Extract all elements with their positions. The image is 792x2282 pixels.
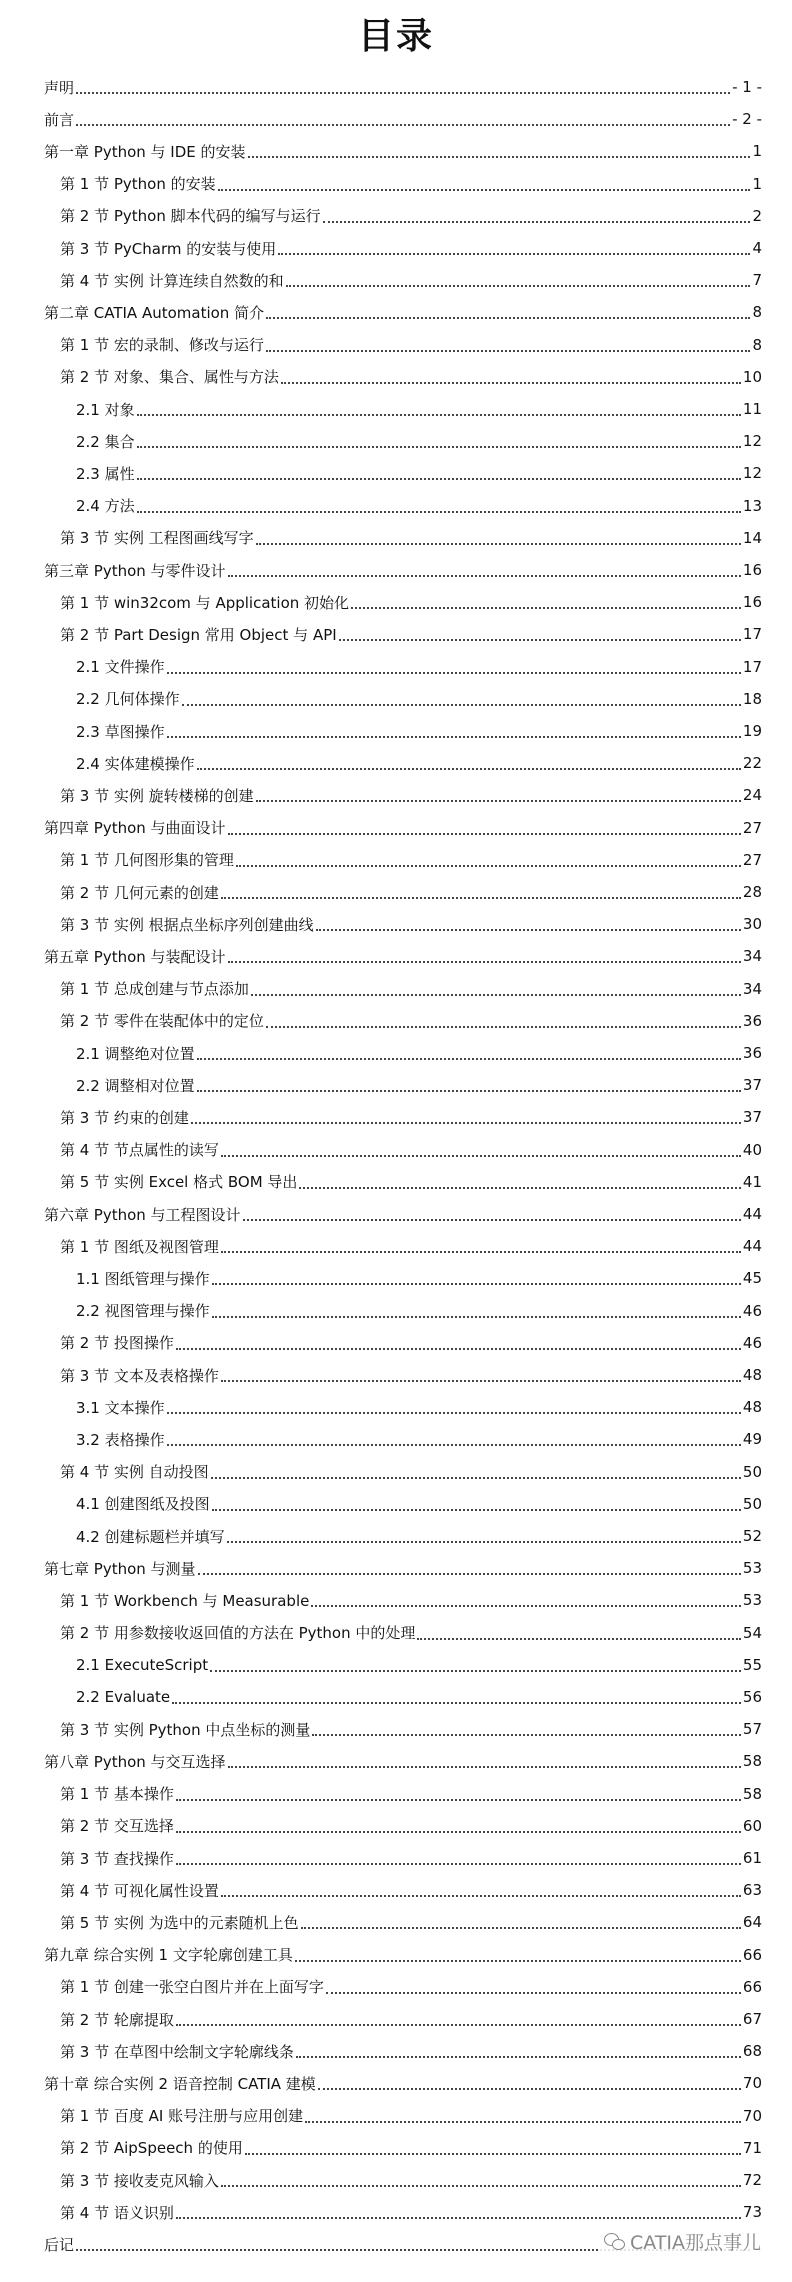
toc-page-number: 53: [742, 1559, 762, 1578]
toc-entry-label: 第 1 节 总成创建与节点添加: [60, 980, 249, 999]
toc-subsection[interactable]: [76, 393, 762, 425]
toc-subsection[interactable]: [76, 1423, 762, 1455]
leader-dots: [266, 1026, 741, 1028]
toc-subsection[interactable]: [76, 1681, 762, 1713]
toc-entry-label: 第 1 节 百度 AI 账号注册与应用创建: [60, 2107, 304, 2126]
toc-section[interactable]: [60, 1327, 762, 1359]
toc-entry-label: 第一章 Python 与 IDE 的安装: [44, 142, 246, 161]
toc-section[interactable]: [60, 973, 762, 1005]
leader-dots: [197, 1090, 741, 1092]
toc-entry-label: 第 4 节 可视化属性设置: [60, 1881, 219, 1900]
toc-page-number: 44: [742, 1205, 762, 1223]
toc-page-number: 73: [742, 2203, 762, 2222]
toc-chapter[interactable]: [44, 103, 762, 135]
toc-page-number: 53: [742, 1591, 762, 1610]
toc-page-number: 10: [742, 367, 762, 386]
toc-page-number: 27: [742, 850, 762, 869]
toc-page-number: 48: [742, 1398, 762, 1417]
toc-page-number: 28: [742, 883, 762, 901]
toc-page-number: 46: [742, 1301, 762, 1320]
toc-entry-label: 2.1 对象: [76, 400, 135, 419]
toc-subsection[interactable]: [76, 1295, 762, 1327]
leader-dots: [228, 575, 741, 577]
toc-subsection[interactable]: [76, 747, 762, 779]
toc-page-number: 2: [752, 206, 762, 225]
toc-page-number: 37: [742, 1108, 762, 1127]
toc-entry-label: 2.1 文件操作: [76, 658, 165, 677]
toc-subsection[interactable]: [76, 1262, 762, 1294]
leader-dots: [212, 1316, 741, 1318]
toc-entry-label: 4.1 创建图纸及投图: [76, 1495, 210, 1514]
toc-page-number: 7: [752, 271, 762, 290]
toc-page-number: - 2 -: [732, 110, 762, 129]
toc-chapter[interactable]: [44, 1198, 762, 1230]
toc-page-number: 41: [742, 1172, 762, 1191]
toc-entry-label: 第 2 节 Python 脚本代码的编写与运行: [60, 207, 321, 226]
toc-section[interactable]: [60, 2164, 762, 2196]
toc-entry-label: 第七章 Python 与测量: [44, 1559, 196, 1578]
toc-entry-label: 第 4 节 节点属性的读写: [60, 1141, 219, 1160]
toc-page-number: 61: [742, 1849, 762, 1867]
leader-dots: [251, 994, 741, 996]
toc-section[interactable]: [60, 2196, 762, 2228]
leader-dots: [296, 2056, 741, 2058]
leader-dots: [245, 2153, 741, 2155]
toc-page-number: 63: [742, 1881, 762, 1900]
toc-chapter[interactable]: [44, 1939, 762, 1971]
toc-page-number: 16: [742, 593, 762, 612]
toc-entry-label: 2.1 调整绝对位置: [76, 1044, 195, 1063]
toc-page-number: 22: [742, 754, 762, 773]
toc-entry-label: 第 2 节 交互选择: [60, 1817, 174, 1836]
leader-dots: [176, 2024, 741, 2026]
leader-dots: [256, 543, 741, 545]
toc-page-number: 17: [742, 657, 762, 676]
toc-subsection[interactable]: [76, 1520, 762, 1552]
toc-section[interactable]: [60, 779, 762, 811]
toc-chapter[interactable]: [44, 940, 762, 972]
toc-page-number: 8: [752, 303, 762, 322]
leader-dots: [417, 1638, 741, 1640]
leader-dots: [212, 1509, 741, 1511]
toc-page-number: 49: [742, 1430, 762, 1449]
toc-entry-label: 第 1 节 基本操作: [60, 1785, 174, 1804]
toc-section[interactable]: [60, 1778, 762, 1810]
toc-subsection[interactable]: [76, 425, 762, 457]
toc-subsection[interactable]: [76, 651, 762, 683]
toc-page-number: 8: [752, 335, 762, 354]
toc-page-number: 36: [742, 1044, 762, 1062]
leader-dots: [286, 285, 750, 287]
toc-section[interactable]: [60, 2003, 762, 2035]
leader-dots: [295, 1960, 741, 1962]
leader-dots: [236, 865, 741, 867]
toc-entry-label: 第六章 Python 与工程图设计: [44, 1205, 241, 1224]
toc-page-number: 50: [742, 1494, 762, 1513]
toc-section[interactable]: [60, 1101, 762, 1133]
toc-entry-label: 第 1 节 图纸及视图管理: [60, 1237, 219, 1256]
leader-dots: [318, 2088, 741, 2090]
toc-page-number: 34: [742, 979, 762, 998]
toc-subsection[interactable]: [76, 490, 762, 522]
toc-entry-label: 第五章 Python 与装配设计: [44, 947, 226, 966]
toc-page-number: 11: [742, 400, 762, 418]
toc-page-number: 55: [742, 1655, 762, 1674]
toc-page-number: 58: [742, 1752, 762, 1771]
toc-entry-label: 2.2 集合: [76, 432, 135, 451]
toc-page-number: 13: [742, 496, 762, 515]
toc-entry-label: 第 3 节 实例 根据点坐标序列创建曲线: [60, 915, 314, 934]
toc-section[interactable]: [60, 1842, 762, 1874]
toc-entry-label: 前言: [44, 110, 75, 129]
toc-page-number: 16: [742, 561, 762, 579]
leader-dots: [228, 833, 741, 835]
toc-entry-label: 第 2 节 对象、集合、属性与方法: [60, 368, 279, 387]
toc-section[interactable]: [60, 264, 762, 296]
toc-section[interactable]: [60, 1005, 762, 1037]
toc-page-number: 70: [742, 2074, 762, 2093]
toc-entry-label: 第 3 节 约束的创建: [60, 1108, 189, 1127]
leader-dots: [266, 350, 750, 352]
toc-page-number: 18: [742, 689, 762, 708]
toc-section[interactable]: [60, 1810, 762, 1842]
toc-subsection[interactable]: [76, 457, 762, 489]
toc-chapter[interactable]: [44, 135, 762, 167]
toc-entry-label: 第三章 Python 与零件设计: [44, 561, 226, 580]
toc-section[interactable]: [60, 1874, 762, 1906]
toc-entry-label: 第 2 节 零件在装配体中的定位: [60, 1012, 264, 1031]
toc-page-number: 36: [742, 1011, 762, 1030]
toc-entry-label: 第 2 节 投图操作: [60, 1334, 174, 1353]
toc-page-number: 66: [742, 1977, 762, 1996]
toc-page-number: 4: [752, 239, 762, 257]
toc-section[interactable]: [60, 1134, 762, 1166]
leader-dots: [311, 1605, 741, 1607]
toc-page-number: 37: [742, 1076, 762, 1095]
leader-dots: [176, 2217, 741, 2219]
toc-entry-label: 第 2 节 AipSpeech 的使用: [60, 2139, 243, 2158]
toc-entry-label: 第 1 节 Workbench 与 Measurable: [60, 1591, 310, 1610]
leader-dots: [248, 156, 750, 158]
leader-dots: [221, 1251, 741, 1253]
toc-page-number: 50: [742, 1462, 762, 1481]
toc-page-number: 45: [742, 1269, 762, 1288]
toc-page-number: 14: [742, 528, 762, 547]
toc-entry-label: 第 4 节 语义识别: [60, 2203, 174, 2222]
toc-page-number: 72: [742, 2171, 762, 2189]
toc-section[interactable]: [60, 618, 762, 650]
leader-dots: [221, 2185, 741, 2187]
toc-page-number: 17: [742, 625, 762, 644]
toc-entry-label: 第二章 CATIA Automation 简介: [44, 303, 265, 322]
leader-dots: [137, 511, 741, 513]
toc-page-number: 64: [742, 1913, 762, 1932]
toc-page-number: 52: [742, 1527, 762, 1545]
toc-entry-label: 第 1 节 几何图形集的管理: [60, 851, 234, 870]
toc-entry-label: 第 2 节 用参数接收返回值的方法在 Python 中的处理: [60, 1624, 416, 1643]
toc-page-number: 27: [742, 818, 762, 837]
toc-page-number: 70: [742, 2106, 762, 2125]
toc-page-number: 44: [742, 1237, 762, 1256]
leader-dots: [281, 382, 741, 384]
toc-chapter[interactable]: [44, 71, 762, 103]
leader-dots: [227, 1541, 741, 1543]
leader-dots: [211, 1477, 741, 1479]
toc-section[interactable]: [60, 844, 762, 876]
toc-entry-label: 第 1 节 win32com 与 Application 初始化: [60, 593, 350, 612]
leader-dots: [351, 607, 741, 609]
leader-dots: [210, 1670, 741, 1672]
toc-page-number: 19: [742, 722, 762, 740]
toc-chapter[interactable]: [44, 812, 762, 844]
toc-subsection[interactable]: [76, 1649, 762, 1681]
toc-section[interactable]: [60, 1166, 762, 1198]
toc-entry-label: 第 5 节 实例 为选中的元素随机上色: [60, 1913, 299, 1932]
leader-dots: [218, 189, 750, 191]
toc-section[interactable]: [60, 1230, 762, 1262]
leader-dots: [167, 736, 741, 738]
toc-subsection[interactable]: [76, 715, 762, 747]
toc-entry-label: 第 1 节 创建一张空白图片并在上面写字: [60, 1978, 324, 1997]
toc-section[interactable]: [60, 1456, 762, 1488]
toc-section[interactable]: [60, 329, 762, 361]
leader-dots: [305, 2121, 741, 2123]
leader-dots: [228, 961, 741, 963]
leader-dots: [176, 1348, 741, 1350]
leader-dots: [167, 672, 741, 674]
leader-dots: [221, 1895, 741, 1897]
toc-chapter[interactable]: [44, 2067, 762, 2099]
toc-subsection[interactable]: [76, 1391, 762, 1423]
leader-dots: [228, 1766, 741, 1768]
toc-section[interactable]: [60, 1359, 762, 1391]
toc-entry-label: 后记: [44, 2235, 75, 2254]
toc-page-number: 57: [742, 1720, 762, 1739]
leader-dots: [176, 1863, 741, 1865]
toc-page-number: 34: [742, 947, 762, 966]
toc-entry-label: 1.1 图纸管理与操作: [76, 1269, 210, 1288]
toc-entry-label: 第四章 Python 与曲面设计: [44, 819, 226, 838]
leader-dots: [176, 1831, 741, 1833]
toc-page-number: 58: [742, 1784, 762, 1803]
toc-entry-label: 第 3 节 PyCharm 的安装与使用: [60, 239, 277, 258]
toc-entry-label: 2.4 实体建模操作: [76, 754, 195, 773]
leader-dots: [299, 1187, 740, 1189]
toc-section[interactable]: [60, 1906, 762, 1938]
leader-dots: [172, 1702, 741, 1704]
toc-page-number: 48: [742, 1366, 762, 1384]
watermark: [600, 2228, 765, 2255]
toc-subsection[interactable]: [76, 1488, 762, 1520]
toc-entry-label: 第十章 综合实例 2 语音控制 CATIA 建模: [44, 2074, 316, 2093]
toc-page-number: 68: [742, 2042, 762, 2061]
leader-dots: [182, 704, 741, 706]
toc-page-number: 24: [742, 786, 762, 805]
toc-page-number: 1: [752, 142, 762, 161]
toc-section[interactable]: [60, 522, 762, 554]
toc-entry-label: 4.2 创建标题栏并填写: [76, 1527, 225, 1546]
toc-entry-label: 第 3 节 实例 工程图画线写字: [60, 529, 254, 548]
toc-subsection[interactable]: [76, 683, 762, 715]
toc-chapter[interactable]: [44, 296, 762, 328]
leader-dots: [197, 768, 741, 770]
leader-dots: [76, 92, 730, 94]
toc-entry-label: 第 5 节 实例 Excel 格式 BOM 导出: [60, 1173, 298, 1192]
toc-entry-label: 第 3 节 接收麦克风输入: [60, 2171, 219, 2190]
toc-page-number: 67: [742, 2010, 762, 2028]
toc-entry-label: 第 1 节 宏的录制、修改与运行: [60, 336, 264, 355]
toc-entry-label: 2.2 视图管理与操作: [76, 1302, 210, 1321]
leader-dots: [198, 1573, 741, 1575]
toc-page-number: 56: [742, 1688, 762, 1706]
leader-dots: [167, 1412, 741, 1414]
toc-entry-label: 第 4 节 实例 自动投图: [60, 1463, 209, 1482]
toc-entry-label: 第 1 节 Python 的安装: [60, 175, 216, 194]
leader-dots: [326, 1992, 741, 1994]
leader-dots: [339, 639, 741, 641]
toc-section[interactable]: [60, 586, 762, 618]
toc-page-number: 54: [742, 1623, 762, 1642]
toc-section[interactable]: [60, 908, 762, 940]
leader-dots: [76, 124, 730, 126]
page-title: 目录: [357, 16, 434, 57]
toc-entry-label: 2.2 几何体操作: [76, 690, 180, 709]
toc-section[interactable]: [60, 1713, 762, 1745]
toc-entry-label: 声明: [44, 78, 75, 97]
toc-entry-label: 第 4 节 实例 计算连续自然数的和: [60, 271, 284, 290]
wechat-icon: [604, 2233, 626, 2251]
toc-page-number: 30: [742, 915, 762, 934]
toc-section[interactable]: [60, 1971, 762, 2003]
toc-entry-label: 第 3 节 在草图中绘制文字轮廓线条: [60, 2042, 294, 2061]
leader-dots: [137, 478, 741, 480]
toc-entry-label: 第八章 Python 与交互选择: [44, 1752, 226, 1771]
toc-section[interactable]: [60, 200, 762, 232]
toc-page-number: 46: [742, 1333, 762, 1352]
toc-page-number: 60: [742, 1816, 762, 1835]
toc-entry-label: 2.4 方法: [76, 497, 135, 516]
toc-entry-label: 第 3 节 文本及表格操作: [60, 1366, 219, 1385]
toc-section[interactable]: [60, 2035, 762, 2067]
leader-dots: [176, 1799, 741, 1801]
toc-page-number: 71: [742, 2138, 762, 2157]
toc-entry-label: 2.2 Evaluate: [76, 1688, 171, 1706]
toc-chapter[interactable]: [44, 1745, 762, 1777]
toc-section[interactable]: [60, 876, 762, 908]
toc-entry-label: 第 3 节 实例 旋转楼梯的创建: [60, 786, 254, 805]
toc-page-number: 40: [742, 1140, 762, 1159]
toc-chapter[interactable]: [44, 1552, 762, 1584]
toc-entry-label: 第 2 节 轮廓提取: [60, 2010, 174, 2029]
toc-entry-label: 第 2 节 几何元素的创建: [60, 883, 219, 902]
leader-dots: [221, 1155, 741, 1157]
leader-dots: [167, 1444, 741, 1446]
toc-page-number: - 1 -: [732, 78, 762, 96]
toc-section[interactable]: [60, 2132, 762, 2164]
toc-section[interactable]: [60, 2100, 762, 2132]
leader-dots: [137, 414, 741, 416]
toc-chapter[interactable]: [44, 554, 762, 586]
toc-section[interactable]: [60, 168, 762, 200]
leader-dots: [256, 800, 741, 802]
leader-dots: [212, 1283, 741, 1285]
leader-dots: [312, 1734, 741, 1736]
toc-page-number: 12: [742, 432, 762, 451]
toc-entry-label: 3.2 表格操作: [76, 1430, 165, 1449]
toc-entry-label: 第九章 综合实例 1 文字轮廓创建工具: [44, 1946, 293, 1965]
toc-subsection[interactable]: [76, 1037, 762, 1069]
leader-dots: [301, 1927, 741, 1929]
leader-dots: [278, 253, 750, 255]
toc-entry-label: 2.3 属性: [76, 464, 135, 483]
leader-dots: [137, 446, 741, 448]
toc-entry-label: 2.2 调整相对位置: [76, 1076, 195, 1095]
toc-entry-label: 第 3 节 实例 Python 中点坐标的测量: [60, 1720, 311, 1739]
toc-subsection[interactable]: [76, 1069, 762, 1101]
toc-entry-label: 3.1 文本操作: [76, 1398, 165, 1417]
toc-entry-label: 2.1 ExecuteScript: [76, 1655, 209, 1674]
watermark-text: CATIA那点事儿: [630, 2232, 761, 2254]
toc-section[interactable]: [60, 1617, 762, 1649]
leader-dots: [221, 897, 741, 899]
toc-entry-label: 第 2 节 Part Design 常用 Object 与 API: [60, 625, 337, 644]
leader-dots: [221, 1380, 741, 1382]
toc-section[interactable]: [60, 1584, 762, 1616]
leader-dots: [197, 1058, 741, 1060]
toc-page-number: 1: [752, 174, 762, 193]
leader-dots: [243, 1219, 741, 1221]
toc-page-number: 66: [742, 1945, 762, 1964]
leader-dots: [266, 317, 750, 319]
leader-dots: [191, 1122, 741, 1124]
leader-dots: [316, 929, 741, 931]
toc-section[interactable]: [60, 361, 762, 393]
toc-entry-label: 2.3 草图操作: [76, 722, 165, 741]
toc-section[interactable]: [60, 232, 762, 264]
toc-page-number: 12: [742, 464, 762, 483]
leader-dots: [323, 221, 750, 223]
toc-entry-label: 第 3 节 查找操作: [60, 1849, 174, 1868]
